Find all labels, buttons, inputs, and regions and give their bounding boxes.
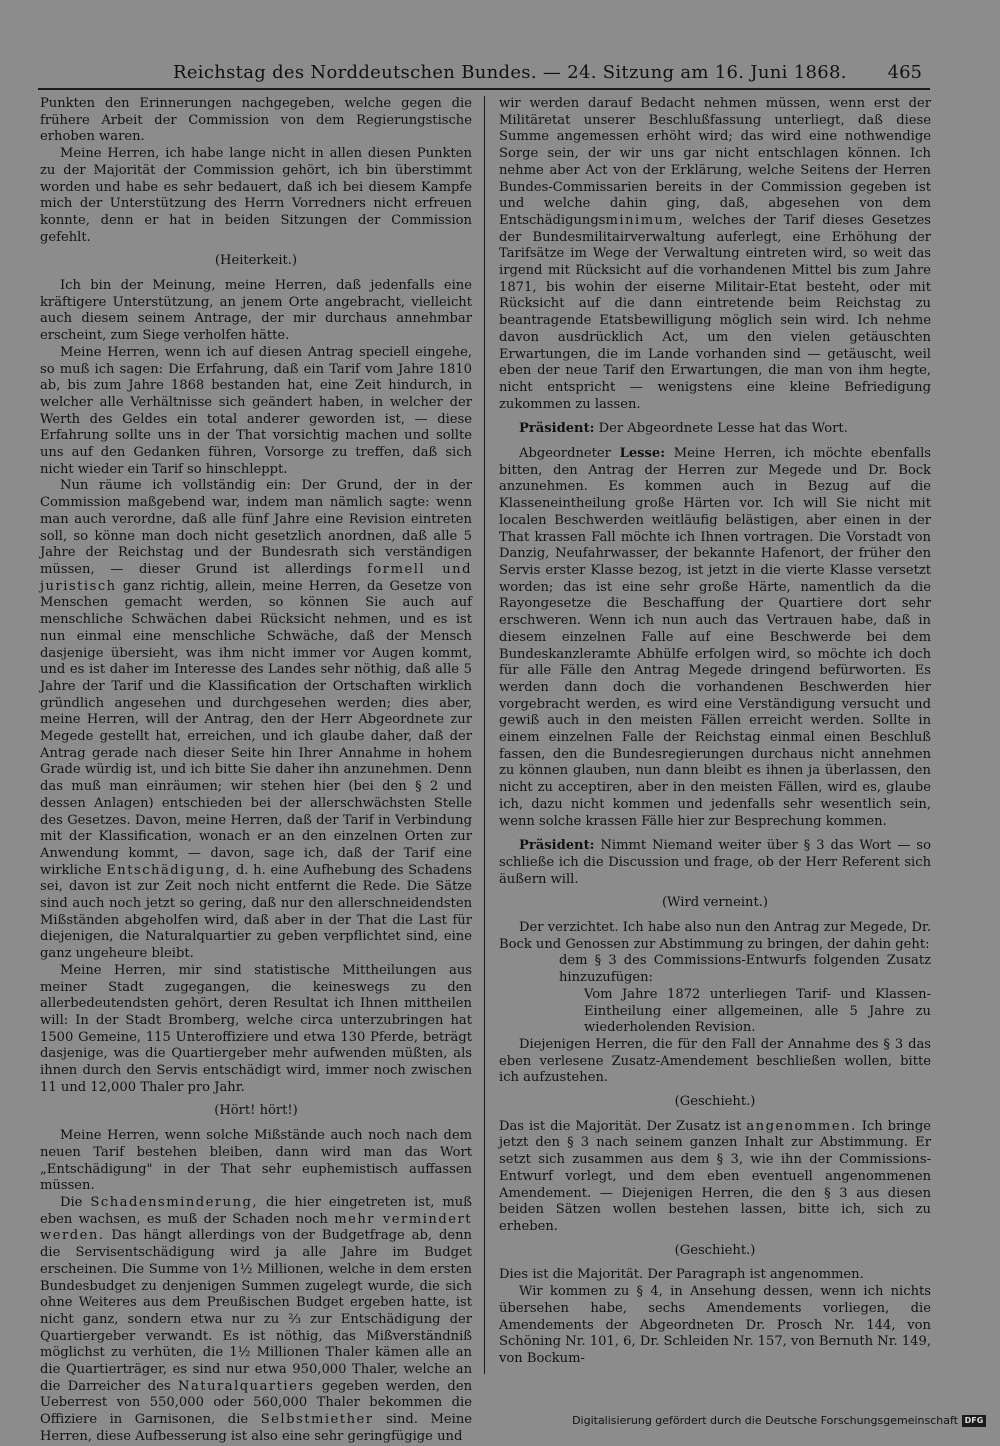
speaker-label: Präsident: (519, 421, 595, 437)
text-run: ganz richtig, allein, meine Herren, da Gesetze von Menschen gemacht werden, so können Sie auch auf menschliche Schwächen dabei Rücksicht nehmen, und es ist nun einmal eine menschliche Schwäche, daß der Mensch dasjenige übersieht, was ihm nicht immer vor Augen kommt, und es ist daher im Interesse des Landes sehr nöthig, daß alle 5 Jahre der Tarif und die Klassification der Ortschaften wirklich gründlich angesehen und durchgesehen werden; dies aber, meine Herren, will der Antrag, den der Herr Abgeordnete zur Megede gestellt hat, erreichen, und ich glaube daher, daß der Antrag gerade nach dieser Seite hin Ihrer Annahme in hohem Grade würdig ist, und ich bitte Sie daher ihn anzunehmen. Denn das muß man einräumen; wir stehen hier (bei den § 2 und dessen Anlagen) entschieden bei der allerschwächsten Stelle des Gesetzes. Davon, meine Herren, daß der Tarif in Verbindung mit der Klassification, wonach er an den einzelnen Orten zur Anwendung kommt, — davon, sage ich, daß der Tarif eine wirkliche (40, 578, 472, 878)
paragraph: Ich bin der Meinung, meine Herren, daß jedenfalls eine kräftigere Unterstützung, an jenem Orte angebracht, vielleicht auch diesem seinem Antrage, der mir durchaus annehmbar erscheint, zum Siege verholfen hätte. (40, 278, 472, 344)
header-rule (38, 88, 930, 90)
paragraph: Meine Herren, mir sind statistische Mittheilungen aus meiner Stadt zugegangen, die keineswegs zu den allerbedeutendsten gehört, deren Resultat ich Ihnen mittheilen will: In der Stadt Bromberg, welche circa unterzubringen hat 1500 Gemeine, 115 Unteroffiziere und etwa 130 Pferde, beträgt dasjenige, was die Quartiergeber mehr aufwenden müßten, als ihnen durch den Servis entschädigt wird, immer noch zwischen 11 und 12,000 Thaler pro Jahr. (40, 962, 472, 1095)
text-run: Das hängt allerdings von der Budgetfrage ab, denn die Servisentschädigung wird ja alle Jahre im Budget erscheinen. Die Summe von 1½ Millionen, welche in dem ersten Bundesbudget zu denjenigen Summen zugelegt wurde, die sich ohne Weiteres aus dem Preußischen Budget ergeben hatte, ist nicht ganz, sondern etwa nur zu ⅔ zur Entschädigung der Quartiergeber verwandt. Es ist nöthig, das Mißverständniß möglichst zu verhüten, die 1½ Millionen Thaler kämen alle an die Quartierträger, es sind nur etwa 950,000 Thaler, welche an die Darreicher des (40, 1228, 472, 1394)
emphasis: Naturalquartiers (178, 1378, 315, 1394)
emphasis: mehr vermindert werden. (40, 1211, 472, 1244)
paragraph: Meine Herren, wenn solche Mißstände auch noch nach dem neuen Tarif bestehen bleiben, dann wird man das Wort „Entschädigung" in der That sehr euphemistisch auffassen müssen. (40, 1128, 472, 1194)
remark: (Heiterkeit.) (214, 253, 298, 269)
left-column (40, 96, 473, 1444)
running-title: Reichstag des Norddeutschen Bundes. — 24. Sitzung am 16. Juni 1868. (173, 62, 847, 83)
paragraph: Punkten den Erinnerungen nachgegeben, welche gegen die frühere Arbeit der Commission von dem Regierungstische erhoben waren. (40, 96, 472, 145)
text-run: Die (60, 1195, 83, 1210)
text-run: Nimmt Niemand weiter über § 3 das Wort — so schließe ich die Discussion und frage, ob der Herr Referent sich äußern will. (499, 838, 931, 887)
speaker-paragraph (499, 446, 931, 830)
motion-text: dem § 3 des Commissions-Entwurfs folgenden Zusatz hinzuzufügen: (559, 953, 931, 986)
right-column (499, 96, 931, 1376)
text-run: welches der Tarif dieses Gesetzes der Bundesmilitairverwaltung auferlegt, eine Erhöhung der Tarifsätze im Wege der Verwaltung eintreten wird, so weit das irgend mit Rücksicht auf die vorhandenen Mittel bis zum Jahre 1871, bis wohin der eiserne Militair-Etat besteht, oder mit Rücksicht auf die dann eintretende beim Reichstag zu beantragende Etatsbewilligung möglich sein wird. Ich nehme davon ausdrücklich Act, um den vielen getäuschten Erwartungen, die im Lande vorhanden sind — getäuscht, weil eben der neue Tarif den Erwartungen, die man von ihm hegte, nicht entspricht — wenigstens eine kleine Befriedigung zukommen zu lassen. (499, 212, 932, 412)
page-number: 465 (887, 62, 922, 83)
text-run: Nun räume ich vollständig ein: Der Grund, der in der Commission maßgebend war, indem man nämlich sagte: wenn man auch verordne, daß alle fünf Jahre eine Revision eintreten soll, so könne man doch nicht gesetzlich anordnen, daß alle 5 Jahre der Reichstag und der Bundesrath sich verständigen müssen, — dieser Grund ist allerdings (40, 478, 472, 577)
spacer (499, 413, 931, 421)
column-divider (484, 96, 485, 1374)
remark: (Geschieht.) (674, 1094, 756, 1110)
text-run: sind. Meine Herren, diese Aufbesserung ist also eine sehr geringfügige und (40, 1412, 473, 1444)
emphasis: angenommen. (746, 1118, 857, 1134)
paragraph: Meine Herren, wenn ich auf diesen Antrag speciell eingehe, so muß ich sagen: Die Erfahrung, daß ein Tarif vom Jahre 1810 ab, bis zum Jahre 1868 bestanden hat, eine Zeit hindurch, in welcher alle Verhältnisse sich geändert haben, in welcher der Werth des Geldes ein total anderer geworden ist, — diese Erfahrung sollte uns in der That vorsichtig machen und sollte uns auf den Gedanken führen, Vorsorge zu treffen, daß sich nicht wieder ein Tarif so hinschleppt. (40, 344, 472, 477)
text-run: gegeben werden, den Ueberrest von 550,000 oder 560,000 Thaler bekommen die Offiziere in Garnisonen, die (40, 1378, 472, 1428)
credit-text: Digitalisierung gefördert durch die Deutsche Forschungsgemeinschaft (572, 1414, 958, 1427)
emphasis: Entschädigung, (106, 862, 232, 878)
paragraph (40, 478, 472, 962)
text-run: d. h. eine Aufhebung des Schadens sei, davon ist zur Zeit noch nicht entfernt die Rede. Die Sätze sind auch noch jetzt so gering, daß nur den allerschneidendsten Mißständen abgeholfen wird, daß aber in der That die Last für diejenigen, die Naturalquartier zu geben verpflichtet sind, eine ganz ungeheure bleibt. (40, 862, 472, 962)
remark: (Geschieht.) (674, 1242, 756, 1258)
emphasis: minimum, (605, 212, 685, 228)
emphasis: Schadensminderung, (90, 1195, 259, 1210)
speaker-label: Präsident: (519, 838, 595, 854)
emphasis: formell und juristisch (40, 561, 472, 594)
text-run: Abgeordneter (519, 446, 611, 462)
paragraph (499, 1119, 931, 1236)
paragraph: Meine Herren, ich habe lange nicht in allen diesen Punkten zu der Majorität der Commission gehört, ich bin überstimmt worden und habe es sehr bedauert, daß ich bei diesem Kampfe mich der Unterstützung des Herrn Vorredners nicht erfreuen konnte, denn er hat in beiden Sitzungen der Commission gefehlt. (40, 146, 472, 245)
text-run: die hier eingetreten ist, muß eben wachsen, es muß der Schaden noch (40, 1195, 472, 1227)
speaker-paragraph (499, 838, 931, 888)
dfg-logo: DFG (962, 1415, 986, 1427)
page-header (38, 58, 938, 88)
text-run: Das ist die Majorität. Der Zusatz ist (499, 1118, 742, 1134)
text-run: Ich bringe jetzt den § 3 nach seinem ganzen Inhalt zur Abstimmung. Er setzt sich zusammen aus dem § 3, wie ihn der Commissions-Entwurf vorlegt, und dem eben eventuell angenommenen Amendement. — Diejenigen Herren, die den § 3 aus diesen beiden Sätzen wollen bestehen lassen, bitte ich, sich zu erheben. (499, 1118, 931, 1234)
paragraph (40, 1195, 472, 1446)
remark: (Wird verneint.) (661, 895, 769, 911)
emphasis: Selbstmiether (260, 1412, 374, 1428)
speaker-paragraph (499, 421, 931, 438)
text-run: Der Abgeordnete Lesse hat das Wort. (598, 421, 848, 437)
paragraph: Diejenigen Herren, die für den Fall der Annahme des § 3 das eben verlesene Zusatz-Amendement beschließen wollen, bitte ich aufzustehen. (499, 1036, 931, 1086)
amendment-text: Vom Jahre 1872 unterliegen Tarif- und Klassen-Eintheilung einer allgemeinen, alle 5 Jahre zu wiederholenden Revision. (584, 986, 931, 1036)
text-run: wir werden darauf Bedacht nehmen müssen, wenn erst der Militäretat unserer Beschlußfassung unterliegt, daß diese Summe angemessen erhöht wird; das wird eine nothwendige Sorge sein, der wir uns gar nicht entschlagen können. Ich nehme aber Act von der Erklärung, welche Seitens der Herren Bundes-Commissarien bereits in der Commission gegeben ist und welche dahin ging, daß, abgesehen von dem Entschädigungs (499, 96, 931, 228)
digitization-credit (572, 1414, 986, 1427)
spacer (499, 830, 931, 838)
remark: (Hört! hört!) (214, 1103, 298, 1119)
text-run: Meine Herren, ich möchte ebenfalls bitten, den Antrag der Herren zur Megede und Dr. Bock anzunehmen. Es kommen auch in Bezug auf die Klasseneintheilung große Härten vor. Ich will Sie nicht mit localen Beschwerden weitläufig belästigen, aber einen in der That krassen Fall möchte ich Ihnen vortragen. Die Vorstadt von Danzig, Neufahrwasser, der bekannte Hafenort, der früher den Servis erster Klasse bezog, ist jetzt in die vierte Klasse versetzt worden; das ist eine sehr große Härte, namentlich da die Rayongesetze die Beschaffung der Quartiere dort sehr erschweren. Wenn ich nun auch das Vertrauen habe, daß in diesem einzelnen Falle auf eine Beschwerde bei dem Bundeskanzleramte Abhülfe erfolgen wird, so möchte ich doch für alle Fälle den Antrag Megede dringend befürworten. Es werden dann doch die vorhandenen Beschwerden hier vorgebracht werden, es wird eine Verständigung versucht und gewiß auch in den meisten Fällen erreicht werden. Sollte in einem einzelnen Falle der Reichstag einmal einen Beschluß fassen, den die Bundesregierungen durchaus nicht annehmen zu können glauben, nun dann bleibt es ihnen ja überlassen, den nicht zu acceptiren, aber in den meisten Fällen, wird es, glaube ich, dazu nicht kommen und jedenfalls sehr wesentlich sein, wenn solche krassen Fälle hier zur Besprechung kommen. (499, 446, 931, 829)
speaker-label: Lesse: (619, 446, 666, 462)
paragraph: Dies ist die Majorität. Der Paragraph ist angenommen. (499, 1267, 864, 1283)
paragraph: Der verzichtet. Ich habe also nun den Antrag zur Megede, Dr. Bock und Genossen zur Abstimmung zu bringen, der dahin geht: (499, 920, 931, 952)
spacer (499, 438, 931, 446)
paragraph: Wir kommen zu § 4, in Ansehung dessen, wenn ich nichts übersehen habe, sechs Amendements vorliegen, die Amendements der Abgeordneten Dr. Prosch Nr. 144, von Schöning Nr. 101, 6, Dr. Schleiden Nr. 157, von Bernuth Nr. 149, von Bockum- (499, 1284, 931, 1366)
paragraph (499, 96, 931, 413)
